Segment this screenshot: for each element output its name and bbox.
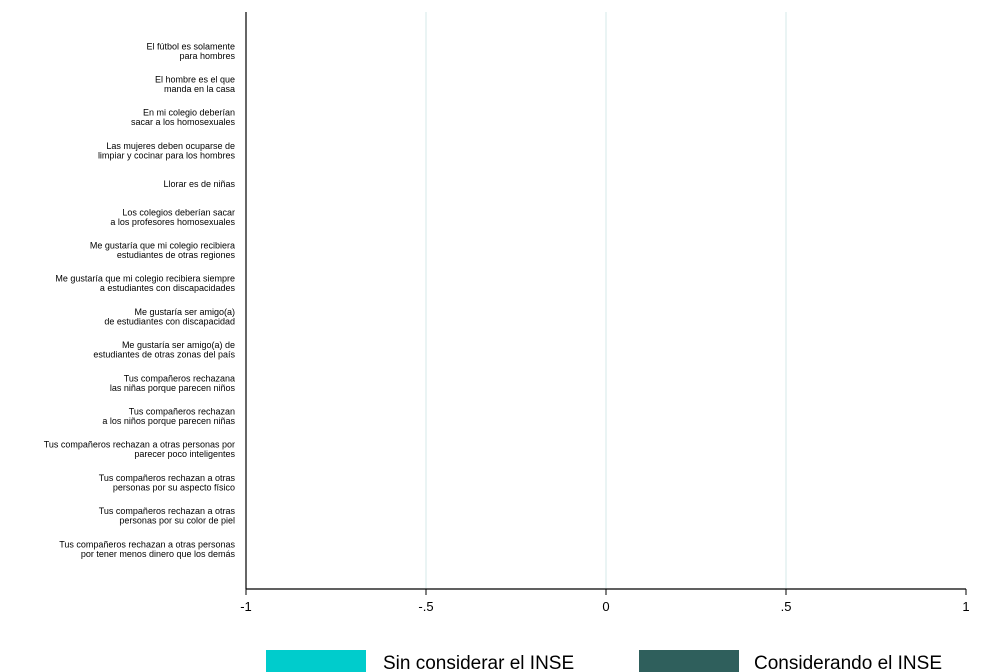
category-label-line: limpiar y cocinar para los hombres bbox=[97, 150, 235, 161]
category-label-line: manda en la casa bbox=[163, 83, 235, 94]
category-label-line: parecer poco inteligentes bbox=[134, 449, 235, 460]
category-label bbox=[90, 240, 236, 260]
legend-swatch bbox=[639, 650, 739, 672]
category-label bbox=[59, 539, 235, 559]
category-label-line: Me gustaría ser amigo(a) bbox=[134, 306, 235, 317]
category-label-line: Tus compañeros rechazan a otras personas por bbox=[43, 439, 235, 450]
category-label-line: a estudiantes con discapacidades bbox=[99, 283, 235, 294]
x-tick-label: 1 bbox=[962, 599, 970, 614]
category-label-line: Tus compañeros rechazan a otras bbox=[98, 472, 235, 483]
x-tick-label: -.5 bbox=[418, 599, 434, 614]
category-label-line: El hombre es el que bbox=[154, 74, 235, 85]
category-label bbox=[155, 74, 235, 94]
category-label-line: estudiantes de otras zonas del país bbox=[93, 349, 235, 360]
x-tick-label: -1 bbox=[240, 599, 252, 614]
category-label bbox=[55, 274, 235, 294]
category-label-line: sacar a los homosexuales bbox=[130, 117, 235, 128]
category-label bbox=[163, 179, 235, 189]
category-label bbox=[99, 506, 236, 526]
category-label-line: Me gustaría que mi colegio recibiera siempre bbox=[55, 273, 235, 284]
category-label-line: a los profesores homosexuales bbox=[110, 216, 235, 227]
legend-label: Considerando el INSE bbox=[754, 653, 942, 672]
category-label-line: En mi colegio deberían bbox=[142, 107, 235, 118]
category-label-line: personas por su color de piel bbox=[119, 515, 235, 526]
category-label-line: por tener menos dinero que los demás bbox=[80, 548, 235, 559]
category-label-line: El fútbol es solamente bbox=[146, 41, 235, 52]
category-label-line: personas por su aspecto físico bbox=[112, 482, 235, 493]
category-label-line: Los colegios deberían sacar bbox=[122, 207, 235, 218]
category-label-line: estudiantes de otras regiones bbox=[116, 249, 235, 260]
category-label-line: de estudiantes con discapacidad bbox=[104, 316, 235, 327]
x-tick-label: 0 bbox=[602, 599, 610, 614]
category-label bbox=[110, 373, 236, 393]
category-label-line: Tus compañeros rechazana bbox=[123, 373, 235, 384]
legend-label: Sin considerar el INSE bbox=[383, 653, 575, 672]
category-label-line: a los niños porque parecen niñas bbox=[102, 415, 235, 426]
category-labels bbox=[44, 41, 236, 559]
category-label bbox=[98, 141, 236, 161]
category-label bbox=[146, 41, 235, 61]
category-label bbox=[131, 108, 236, 128]
legend-swatch bbox=[266, 650, 366, 672]
category-label-line: Me gustaría que mi colegio recibiera bbox=[89, 240, 235, 251]
category-label-line: Me gustaría ser amigo(a) de bbox=[121, 340, 235, 351]
category-label-line: las niñas porque parecen niños bbox=[109, 382, 235, 393]
grid-lines bbox=[426, 12, 786, 589]
category-label-line: Las mujeres deben ocuparse de bbox=[106, 140, 235, 151]
category-label bbox=[102, 406, 235, 426]
category-label bbox=[104, 307, 235, 327]
category-label-line: Tus compañeros rechazan a otras bbox=[98, 506, 235, 517]
category-label-line: Tus compañeros rechazan a otras personas bbox=[59, 539, 235, 550]
category-label-line: para hombres bbox=[179, 50, 235, 61]
x-tick-label: .5 bbox=[780, 599, 792, 614]
x-ticks bbox=[240, 589, 969, 614]
category-label bbox=[110, 207, 235, 227]
category-label bbox=[93, 340, 235, 360]
category-label-line: Tus compañeros rechazan bbox=[128, 406, 235, 417]
category-label bbox=[44, 440, 236, 460]
category-label bbox=[99, 473, 236, 493]
legend bbox=[266, 650, 942, 672]
category-label-line: Llorar es de niñas bbox=[163, 178, 235, 189]
